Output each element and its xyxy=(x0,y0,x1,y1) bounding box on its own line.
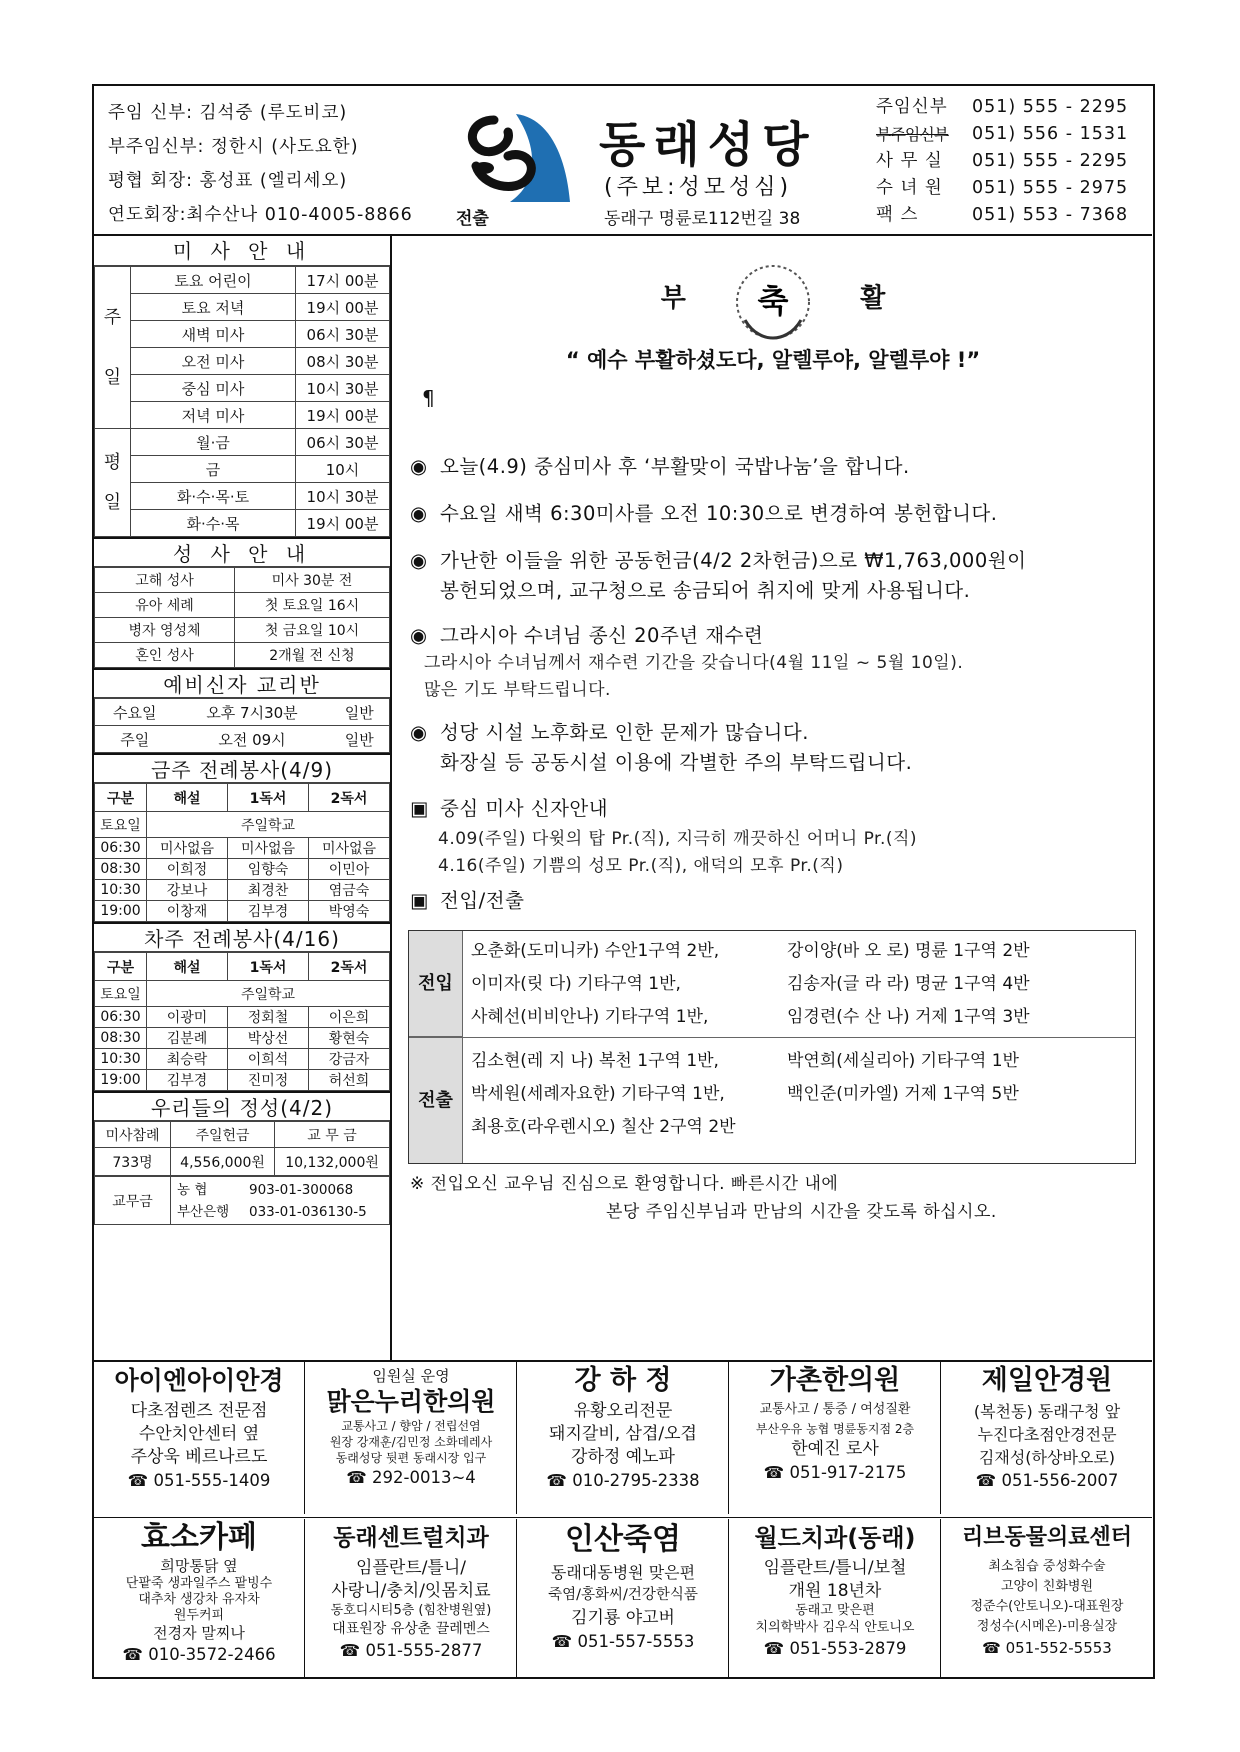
transfer-entry: 김송자(글 라 라) 명균 1구역 4반 xyxy=(787,974,1030,994)
ad-title: 아이엔아이안경 xyxy=(114,1366,284,1395)
service-person: 박상선 xyxy=(228,1028,309,1049)
staff-prayer-leader: 연도회장:최수산나 010-4005-8866 xyxy=(108,205,413,225)
offering-table xyxy=(94,1121,390,1176)
ad-small: 동호디시티5층 (힘찬병원옆) xyxy=(330,1603,492,1618)
mass-time: 19시 00분 xyxy=(296,510,390,537)
mass-name: 금 xyxy=(131,456,296,483)
notice-text: 성당 시설 노후화로 인한 문제가 많습니다. xyxy=(440,721,809,744)
ad-block xyxy=(942,1362,1152,1514)
service-person: 강보나 xyxy=(147,880,228,901)
ad-small: 원두커피 xyxy=(173,1608,225,1623)
ad-small: 정성수(시메온)-미용실장 xyxy=(976,1619,1118,1634)
transfer-row xyxy=(471,1111,1019,1144)
notice-item xyxy=(410,621,763,651)
mass-name: 화·수·목 xyxy=(131,510,296,537)
notice-text: 가난한 이들을 위한 공동헌금(4/2 2차헌금)으로 ₩1,763,000원이 xyxy=(440,549,1027,572)
mass-name: 월·금 xyxy=(131,429,296,456)
transfer-out-rows xyxy=(471,1045,1019,1144)
info-sidebar xyxy=(94,236,392,1360)
bulletin-page xyxy=(92,84,1155,1679)
square-icon: ▣ xyxy=(410,797,429,820)
transfer-row xyxy=(471,1045,1019,1078)
contact-label: 수 녀 원 xyxy=(876,178,943,198)
sunday-label-char: 주 xyxy=(103,306,122,328)
church-logo-icon xyxy=(454,106,574,206)
service-person: 최경찬 xyxy=(228,880,309,901)
service-person: 이은희 xyxy=(309,1007,390,1028)
transfer-title: 전입/전출 xyxy=(440,889,525,912)
account-list xyxy=(171,1177,390,1225)
welcome-line: ※ 전입오신 교우님 진심으로 환영합니다. 빠른시간 내에 xyxy=(410,1174,839,1194)
account-bank: 부산은행 xyxy=(177,1203,230,1220)
service-person: 이창재 xyxy=(147,901,228,922)
ad-line: 김재성(하상바오로) xyxy=(978,1448,1116,1467)
service-this-table xyxy=(94,783,390,922)
class-day: 주일 xyxy=(95,726,175,753)
ad-small: 치의학박사 김우식 안토니오 xyxy=(755,1620,915,1635)
transfer-entry: 박세원(세례자요한) 기타구역 1반, xyxy=(471,1084,725,1104)
weekday-label xyxy=(95,429,131,537)
ad-title: 효소카페 xyxy=(141,1520,257,1555)
saturday-value: 주일학교 xyxy=(147,981,390,1007)
ad-phone: ☎ 051-557-5553 xyxy=(518,1630,728,1653)
service-time: 08:30 xyxy=(95,859,147,880)
contact-number: 051) 555 - 2295 xyxy=(972,151,1129,171)
main-content xyxy=(394,236,1152,1360)
saturday-value: 주일학교 xyxy=(147,812,390,838)
offering-attendance: 733명 xyxy=(95,1148,171,1176)
ads-divider xyxy=(94,1517,1152,1518)
service-time: 10:30 xyxy=(95,1049,147,1070)
sponsor-heading xyxy=(410,794,608,824)
service-person: 김부경 xyxy=(147,1070,228,1091)
contact-label: 주임신부 xyxy=(876,97,948,117)
transfer-entry: 이미자(릿 다) 기타구역 1반, xyxy=(471,974,681,994)
offering-head: 주일헌금 xyxy=(171,1122,275,1148)
welcome-line: 본당 주임신부님과 만남의 시간을 갖도록 하십시오. xyxy=(606,1202,997,1222)
welcome-note xyxy=(410,1170,997,1226)
ad-line: 개원 18년차 xyxy=(788,1581,882,1601)
service-person: 김분례 xyxy=(147,1028,228,1049)
easter-heading xyxy=(394,260,1152,344)
notice-text: 오늘(4.9) 중심미사 후 ‘부활맞이 국밥나눔’을 합니다. xyxy=(440,455,910,478)
notice-item xyxy=(410,452,910,482)
account-table xyxy=(94,1176,390,1225)
transfer-row xyxy=(471,1001,1030,1034)
ad-line: 임플란트/틀니/ xyxy=(356,1558,466,1578)
mass-time: 19시 00분 xyxy=(296,294,390,321)
transfer-entry: 강이양(바 오 로) 명륜 1구역 2반 xyxy=(787,941,1030,961)
service-person: 미사없음 xyxy=(309,838,390,859)
ad-line: 사랑니/충치/잇몸치료 xyxy=(331,1581,491,1601)
bullet-icon: ◉ xyxy=(410,502,428,525)
notice-item xyxy=(410,499,997,529)
service-time: 08:30 xyxy=(95,1028,147,1049)
notice-text: 화장실 등 공동시설 이용에 각별한 주의 부탁드립니다. xyxy=(440,751,913,774)
church-address: 동래구 명륜로112번길 38 xyxy=(604,209,801,229)
class-time: 오전 09시 xyxy=(175,726,330,753)
ad-small: 대표원장 유상춘 끌레멘스 xyxy=(332,1621,490,1637)
sunday-label xyxy=(95,267,131,429)
sacrament-when: 첫 금요일 10시 xyxy=(235,618,390,643)
service-person: 황현숙 xyxy=(309,1028,390,1049)
account-row xyxy=(177,1201,389,1223)
transfer-in-rows xyxy=(471,935,1030,1034)
class-day: 수요일 xyxy=(95,699,175,726)
service-head: 구분 xyxy=(95,953,147,981)
catechumen-table xyxy=(94,698,390,753)
weekday-label-char: 평 xyxy=(103,451,122,473)
service-head: 구분 xyxy=(95,784,147,812)
mass-time: 08시 30분 xyxy=(296,348,390,375)
service-person: 염금숙 xyxy=(309,880,390,901)
class-time: 오후 7시30분 xyxy=(175,699,330,726)
ads-section xyxy=(94,1360,1152,1678)
transfer-out-label: 전출 xyxy=(409,1038,463,1163)
ad-title: 제일안경원 xyxy=(981,1365,1113,1396)
notice-subtext-line: 많은 기도 부탁드립니다. xyxy=(424,680,611,700)
mass-time: 17시 00분 xyxy=(296,267,390,294)
easter-quote: “ 예수 부활하셨도다, 알렐루야, 알렐루야 !” xyxy=(565,348,981,372)
ad-phone: ☎ 051-917-2175 xyxy=(730,1461,940,1484)
transfer-table xyxy=(408,930,1136,1164)
ad-small: 정준수(안토니오)-대표원장 xyxy=(970,1599,1124,1614)
ad-title: 강 하 정 xyxy=(574,1365,672,1396)
mass-name: 토요 어린이 xyxy=(131,267,296,294)
ad-line: 김기룡 야고버 xyxy=(571,1608,675,1628)
ad-line: 수안치안센터 옆 xyxy=(138,1424,260,1444)
square-icon: ▣ xyxy=(410,889,429,912)
bullet-icon: ◉ xyxy=(410,721,428,744)
ad-line: (복천동) 동래구청 앞 xyxy=(973,1402,1121,1421)
ad-phone: ☎ 051-553-2879 xyxy=(730,1637,940,1660)
ad-line: 죽염/홍화씨/건강한식품 xyxy=(548,1587,698,1603)
mass-time: 06시 30분 xyxy=(296,321,390,348)
offering-head: 교 무 금 xyxy=(275,1122,390,1148)
transfer-entry: 백인준(미카엘) 거제 1구역 5반 xyxy=(787,1084,1019,1104)
mass-name: 새벽 미사 xyxy=(131,321,296,348)
laurel-emblem-icon xyxy=(731,260,815,344)
bulletin-header xyxy=(94,86,1152,236)
contact-number: 051) 555 - 2975 xyxy=(972,178,1129,198)
contact-row xyxy=(876,121,1128,148)
account-bank: 농 협 xyxy=(177,1181,208,1198)
ad-block xyxy=(94,1362,305,1514)
notice-subtext-line: 그라시아 수녀님께서 재수련 기간을 갖습니다(4월 11일 ~ 5월 10일). xyxy=(424,653,964,673)
mass-name: 저녁 미사 xyxy=(131,402,296,429)
transfer-divider xyxy=(409,1037,1135,1038)
ad-phone: ☎ 051-555-2877 xyxy=(306,1639,516,1662)
contact-row xyxy=(876,202,1128,229)
service-person: 김부경 xyxy=(228,901,309,922)
ad-phone: ☎ 051-555-1409 xyxy=(94,1469,304,1492)
notice-item xyxy=(410,718,912,778)
ad-small: 부산우유 농협 명륜동지점 2층 xyxy=(755,1422,915,1436)
ad-block xyxy=(306,1362,517,1514)
church-name: 동래성당 xyxy=(599,117,817,173)
service-person: 진미정 xyxy=(228,1070,309,1091)
sacrament-title: 성 사 안 내 xyxy=(94,537,390,567)
sponsor-title: 중심 미사 신자안내 xyxy=(440,797,609,820)
service-person: 이희정 xyxy=(147,859,228,880)
transfer-row xyxy=(471,1078,1019,1111)
staff-pastor: 주임 신부: 김석중 (루도비코) xyxy=(108,103,348,123)
staff-assistant-pastor: 부주임신부: 정한시 (사도요한) xyxy=(108,137,359,157)
offering-head: 미사참례 xyxy=(95,1122,171,1148)
ad-phone: ☎ 051-556-2007 xyxy=(942,1469,1152,1492)
notice-subtext xyxy=(424,650,963,704)
contact-row xyxy=(876,148,1128,175)
ad-line: 돼지갈비, 삼겹/오겹 xyxy=(549,1424,697,1444)
ad-block xyxy=(306,1519,517,1678)
contact-label: 팩 스 xyxy=(876,205,919,225)
transfer-row xyxy=(471,968,1030,1001)
ad-block xyxy=(94,1519,305,1678)
service-head: 1독서 xyxy=(228,953,309,981)
ad-line: 한예진 로사 xyxy=(791,1439,879,1459)
transfer-entry: 최용호(라우렌시오) 칠산 2구역 2반 xyxy=(471,1117,736,1137)
bulletin-name: (주보:성모성심) xyxy=(604,175,793,200)
transfer-in-label: 전입 xyxy=(409,931,463,1037)
ad-small: 단팥죽 생과일주스 팥빙수 xyxy=(125,1576,273,1591)
contact-label: 부주임신부 xyxy=(876,125,949,144)
service-person: 정회철 xyxy=(228,1007,309,1028)
sacrament-name: 병자 영성체 xyxy=(95,618,235,643)
ad-block xyxy=(942,1519,1152,1678)
transfer-entry: 사혜선(비비안나) 기타구역 1반, xyxy=(471,1007,709,1027)
service-person: 임향숙 xyxy=(228,859,309,880)
service-person: 미사없음 xyxy=(228,838,309,859)
ad-title: 인산죽염 xyxy=(565,1522,681,1557)
bless-char-left: 부 xyxy=(660,283,686,314)
saturday-label: 토요일 xyxy=(95,981,147,1007)
service-next-title: 차주 전례봉사(4/16) xyxy=(94,922,390,952)
bless-char-center: 축 xyxy=(757,282,789,320)
service-person: 강금자 xyxy=(309,1049,390,1070)
service-head: 2독서 xyxy=(309,953,390,981)
service-person: 이광미 xyxy=(147,1007,228,1028)
contact-number: 051) 553 - 7368 xyxy=(972,205,1129,225)
service-time: 06:30 xyxy=(95,838,147,859)
mass-time: 19시 00분 xyxy=(296,402,390,429)
ad-line: 유황오리전문 xyxy=(573,1401,673,1421)
class-type: 일반 xyxy=(330,726,390,753)
contact-row xyxy=(876,94,1128,121)
ad-small: 고양이 친화병원 xyxy=(1000,1579,1094,1594)
ad-line: 임플란트/틀니/보철 xyxy=(763,1558,907,1578)
contact-list xyxy=(876,94,1128,229)
service-head: 1독서 xyxy=(228,784,309,812)
ad-small: 원장 강재훈/김민정 소화데레사 xyxy=(329,1435,493,1449)
ad-line: 다초점렌즈 전문점 xyxy=(130,1401,268,1421)
offering-sunday-amount: 4,556,000원 xyxy=(171,1148,275,1176)
service-time: 19:00 xyxy=(95,1070,147,1091)
ad-block xyxy=(518,1519,729,1678)
ad-line: 누진다초점안경전문 xyxy=(977,1425,1117,1444)
bullet-icon: ◉ xyxy=(410,624,428,647)
service-person: 미사없음 xyxy=(147,838,228,859)
mass-name: 중심 미사 xyxy=(131,375,296,402)
ad-small: 동래성당 뒷편 동래시장 입구 xyxy=(335,1451,487,1465)
ad-phone: ☎ 010-2795-2338 xyxy=(518,1469,728,1492)
account-number: 033-01-036130-5 xyxy=(249,1203,367,1220)
ad-title: 가촌한의원 xyxy=(769,1365,901,1396)
ad-title: 월드치과(동래) xyxy=(754,1524,916,1552)
sunday-label-char: 일 xyxy=(103,366,122,388)
ad-line: 전경자 말찌나 xyxy=(153,1624,245,1642)
sacrament-when: 2개월 전 신청 xyxy=(235,643,390,668)
mass-name: 오전 미사 xyxy=(131,348,296,375)
ad-phone: ☎ 051-552-5553 xyxy=(942,1637,1152,1660)
mass-time: 10시 30분 xyxy=(296,483,390,510)
transfer-entry: 박연희(세실리아) 기타구역 1반 xyxy=(787,1051,1019,1071)
saturday-label: 토요일 xyxy=(95,812,147,838)
transfer-entry: 오춘화(도미니카) 수안1구역 2반, xyxy=(471,941,720,961)
service-time: 19:00 xyxy=(95,901,147,922)
ad-small: 동래고 맞은편 xyxy=(795,1603,875,1618)
notice-text: 수요일 새벽 6:30미사를 오전 10:30으로 변경하여 봉헌합니다. xyxy=(440,502,998,525)
service-person: 박영숙 xyxy=(309,901,390,922)
ad-small: 교통사고 / 통증 / 여성질환 xyxy=(759,1402,911,1417)
service-head: 2독서 xyxy=(309,784,390,812)
class-type: 일반 xyxy=(330,699,390,726)
transfer-entry: 김소현(레 지 나) 복천 1구역 1반, xyxy=(471,1051,719,1071)
offering-title: 우리들의 정성(4/2) xyxy=(94,1091,390,1121)
logo-caption: 전출 xyxy=(456,209,489,229)
bullet-icon: ◉ xyxy=(410,549,428,572)
notice-item xyxy=(410,546,1026,606)
transfer-entry: 임경련(수 산 나) 거제 1구역 3반 xyxy=(787,1007,1030,1027)
sponsor-line: 4.09(주일) 다윗의 탑 Pr.(직), 지극히 깨끗하신 어머니 Pr.(직) xyxy=(438,829,918,849)
mass-time: 10시 30분 xyxy=(296,375,390,402)
service-time: 06:30 xyxy=(95,1007,147,1028)
account-number: 903-01-300068 xyxy=(249,1181,354,1198)
sacrament-name: 고해 성사 xyxy=(95,568,235,593)
sacrament-when: 미사 30분 전 xyxy=(235,568,390,593)
service-next-table xyxy=(94,952,390,1091)
contact-number: 051) 555 - 2295 xyxy=(972,97,1129,117)
pilcrow-mark: ¶ xyxy=(422,386,435,410)
account-label: 교무금 xyxy=(95,1177,171,1225)
ad-line: 동래대동병원 맞은편 xyxy=(550,1563,696,1582)
transfer-heading xyxy=(410,886,524,916)
catechumen-title: 예비신자 교리반 xyxy=(94,668,390,698)
account-row xyxy=(177,1179,389,1201)
bless-char-right: 활 xyxy=(860,283,886,314)
service-time: 10:30 xyxy=(95,880,147,901)
weekday-label-char: 일 xyxy=(103,491,122,513)
ad-line: 주상욱 베르나르도 xyxy=(130,1447,268,1467)
sacrament-table xyxy=(94,567,390,668)
service-person: 이민아 xyxy=(309,859,390,880)
staff-list xyxy=(108,96,413,232)
ad-small: 대추차 생강차 유자차 xyxy=(138,1592,260,1607)
sacrament-name: 유아 세례 xyxy=(95,593,235,618)
ad-title: 리브동물의료센터 xyxy=(961,1525,1133,1550)
ad-block xyxy=(730,1362,941,1514)
mass-time: 06시 30분 xyxy=(296,429,390,456)
offering-dues-amount: 10,132,000원 xyxy=(275,1148,390,1176)
service-person: 허선희 xyxy=(309,1070,390,1091)
mass-time: 10시 xyxy=(296,456,390,483)
service-head: 해설 xyxy=(147,784,228,812)
sacrament-name: 혼인 성사 xyxy=(95,643,235,668)
mass-schedule-title: 미 사 안 내 xyxy=(94,236,390,266)
ad-phone: ☎ 292-0013~4 xyxy=(306,1466,516,1489)
service-this-title: 금주 전례봉사(4/9) xyxy=(94,753,390,783)
ad-line: 희망통닭 옆 xyxy=(160,1557,238,1575)
ad-line: 강하정 예노파 xyxy=(571,1447,675,1467)
ad-block xyxy=(518,1362,729,1514)
contact-label: 사 무 실 xyxy=(876,151,943,171)
ad-block xyxy=(730,1519,941,1678)
ad-title: 동래센트럴치과 xyxy=(333,1525,489,1551)
service-head: 해설 xyxy=(147,953,228,981)
contact-row xyxy=(876,175,1128,202)
ad-pretitle: 임원실 운영 xyxy=(372,1367,450,1385)
staff-council-president: 평협 회장: 홍성표 (엘리세오) xyxy=(108,171,348,191)
sponsor-line: 4.16(주일) 기쁨의 성모 Pr.(직), 애덕의 모후 Pr.(직) xyxy=(438,856,844,876)
bullet-icon: ◉ xyxy=(410,455,428,478)
notice-text: 봉헌되었으며, 교구청으로 송금되어 취지에 맞게 사용됩니다. xyxy=(440,579,971,602)
mass-name: 화·수·목·토 xyxy=(131,483,296,510)
contact-number: 051) 556 - 1531 xyxy=(972,124,1129,144)
mass-schedule-table xyxy=(94,266,390,537)
service-person: 최승락 xyxy=(147,1049,228,1070)
ad-small: 교통사고 / 향암 / 전립선염 xyxy=(341,1419,481,1433)
sponsor-list xyxy=(438,826,917,880)
ad-title: 맑은누리한의원 xyxy=(326,1387,496,1416)
mass-name: 토요 저녁 xyxy=(131,294,296,321)
transfer-row xyxy=(471,935,1030,968)
notice-text: 그라시아 수녀님 종신 20주년 재수련 xyxy=(440,624,764,647)
ad-phone: ☎ 010-3572-2466 xyxy=(94,1643,304,1666)
sacrament-when: 첫 토요일 16시 xyxy=(235,593,390,618)
ad-small: 최소침습 중성화수술 xyxy=(988,1559,1106,1574)
service-person: 이희석 xyxy=(228,1049,309,1070)
